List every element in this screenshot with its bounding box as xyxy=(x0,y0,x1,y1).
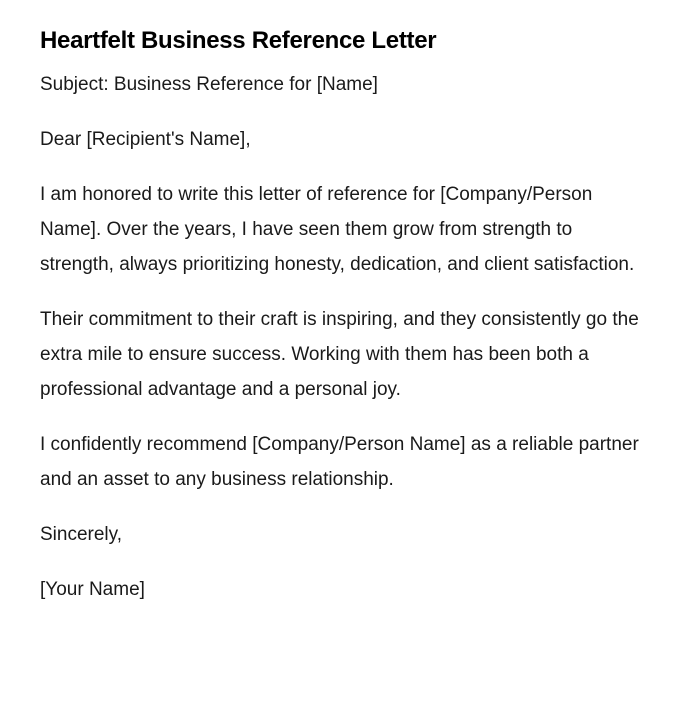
letter-greeting: Dear [Recipient's Name], xyxy=(40,129,251,150)
letter-paragraph-intro: I am honored to write this letter of reference for [Company/Person Name]. Over the years, I have seen them grow from strength to strength, always prioritizing honesty, dedication, and client satisfaction. xyxy=(40,184,635,275)
letter-closing: Sincerely, xyxy=(40,524,123,545)
letter-title: Heartfelt Business Reference Letter xyxy=(40,27,437,54)
letter-signature: [Your Name] xyxy=(40,579,145,600)
letter-paragraph-recommendation: I confidently recommend [Company/Person Name] as a reliable partner and an asset to any business relationship. xyxy=(40,434,639,490)
letter-paragraph-commitment: Their commitment to their craft is inspiring, and they consistently go the extra mile to ensure success. Working with them has been both a professional advantage and a personal joy. xyxy=(40,309,639,400)
letter-subject: Subject: Business Reference for [Name] xyxy=(40,74,378,95)
letter-document xyxy=(40,24,650,607)
